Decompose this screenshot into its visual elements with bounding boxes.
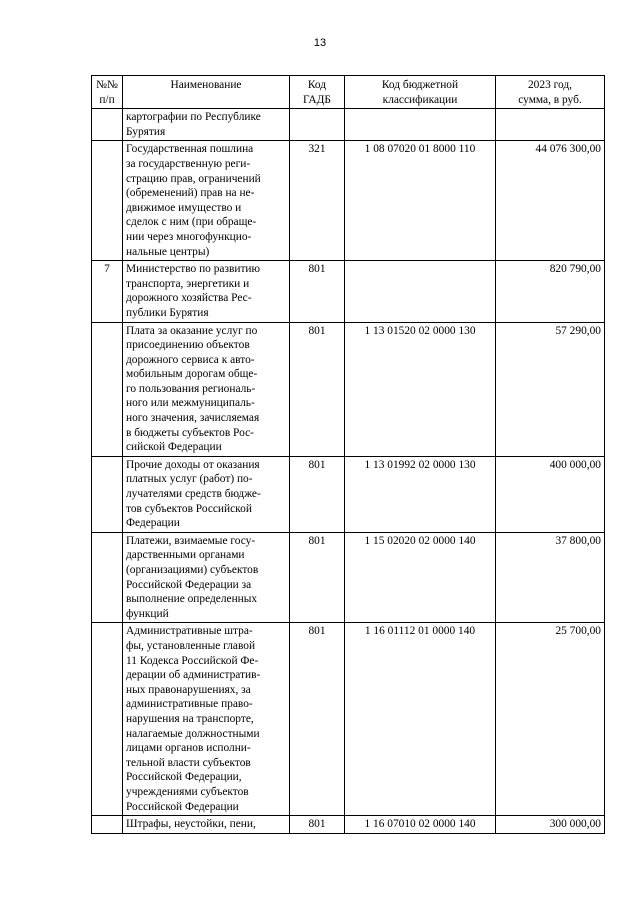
table-row bbox=[92, 261, 605, 322]
table-body bbox=[92, 109, 605, 834]
header-num: №№ п/п bbox=[92, 76, 123, 109]
cell-gadb: 801 bbox=[290, 456, 345, 532]
table-row bbox=[92, 141, 605, 261]
cell-sum: 25 700,00 bbox=[496, 623, 605, 816]
table-row bbox=[92, 109, 605, 141]
cell-name: картографии по Республике Бурятия bbox=[123, 109, 290, 141]
cell-kbk: 1 08 07020 01 8000 110 bbox=[345, 141, 496, 261]
table-row bbox=[92, 456, 605, 532]
cell-name: Министерство по развитию транспорта, энергетики и дорожного хозяйства Рес- публики Бурятия bbox=[123, 261, 290, 322]
cell-sum: 400 000,00 bbox=[496, 456, 605, 532]
table-row bbox=[92, 322, 605, 456]
table-header-row bbox=[92, 76, 605, 109]
header-gadb: Код ГАДБ bbox=[290, 76, 345, 109]
cell-kbk: 1 16 01112 01 0000 140 bbox=[345, 623, 496, 816]
cell-sum: 44 076 300,00 bbox=[496, 141, 605, 261]
header-name: Наименование bbox=[123, 76, 290, 109]
header-kbk: Код бюджетной классификации bbox=[345, 76, 496, 109]
cell-sum: 37 800,00 bbox=[496, 532, 605, 623]
cell-num: 7 bbox=[92, 261, 123, 322]
cell-gadb: 801 bbox=[290, 816, 345, 834]
cell-kbk: 1 15 02020 02 0000 140 bbox=[345, 532, 496, 623]
cell-kbk: 1 16 07010 02 0000 140 bbox=[345, 816, 496, 834]
cell-kbk bbox=[345, 109, 496, 141]
cell-sum: 57 290,00 bbox=[496, 322, 605, 456]
cell-num bbox=[92, 816, 123, 834]
cell-sum: 300 000,00 bbox=[496, 816, 605, 834]
revenue-table bbox=[91, 75, 605, 834]
cell-num bbox=[92, 109, 123, 141]
cell-num bbox=[92, 456, 123, 532]
cell-gadb: 801 bbox=[290, 322, 345, 456]
cell-gadb: 801 bbox=[290, 532, 345, 623]
table-row bbox=[92, 623, 605, 816]
cell-gadb: 801 bbox=[290, 623, 345, 816]
cell-name: Платежи, взимаемые госу- дарственными органами (организациями) субъектов Российской Федерации за выполнение определенных функций bbox=[123, 532, 290, 623]
cell-name: Государственная пошлина за государственную реги- страцию прав, ограничений (обременений) прав на не- движимое имущество и сделок с ним (при обраще- нии через многофункцио- нальные центры) bbox=[123, 141, 290, 261]
cell-num bbox=[92, 623, 123, 816]
cell-gadb bbox=[290, 109, 345, 141]
cell-name: Штрафы, неустойки, пени, bbox=[123, 816, 290, 834]
cell-sum: 820 790,00 bbox=[496, 261, 605, 322]
cell-gadb: 321 bbox=[290, 141, 345, 261]
cell-gadb: 801 bbox=[290, 261, 345, 322]
cell-name: Плата за оказание услуг по присоединению объектов дорожного сервиса к авто- мобильным дорогам обще- го пользования региональ- ного или межмуниципаль- ного значения, зачисляемая в бюджеты субъектов Рос- сийской Федерации bbox=[123, 322, 290, 456]
cell-kbk bbox=[345, 261, 496, 322]
cell-num bbox=[92, 141, 123, 261]
table-row bbox=[92, 532, 605, 623]
cell-name: Административные штра- фы, установленные главой 11 Кодекса Российской Фе- дерации об административ- ных правонарушениях, за административные право- нарушения на транспорте, налагаемые должностными лицами органов исполни- тельной власти субъектов Российской Федерации, учреждениями субъектов Российской Федерации bbox=[123, 623, 290, 816]
cell-name: Прочие доходы от оказания платных услуг (работ) по- лучателями средств бюдже- тов субъектов Российской Федерации bbox=[123, 456, 290, 532]
cell-kbk: 1 13 01520 02 0000 130 bbox=[345, 322, 496, 456]
cell-num bbox=[92, 322, 123, 456]
page-number: 13 bbox=[313, 37, 327, 49]
table-row bbox=[92, 816, 605, 834]
cell-kbk: 1 13 01992 02 0000 130 bbox=[345, 456, 496, 532]
cell-sum bbox=[496, 109, 605, 141]
header-sum: 2023 год, сумма, в руб. bbox=[496, 76, 605, 109]
cell-num bbox=[92, 532, 123, 623]
